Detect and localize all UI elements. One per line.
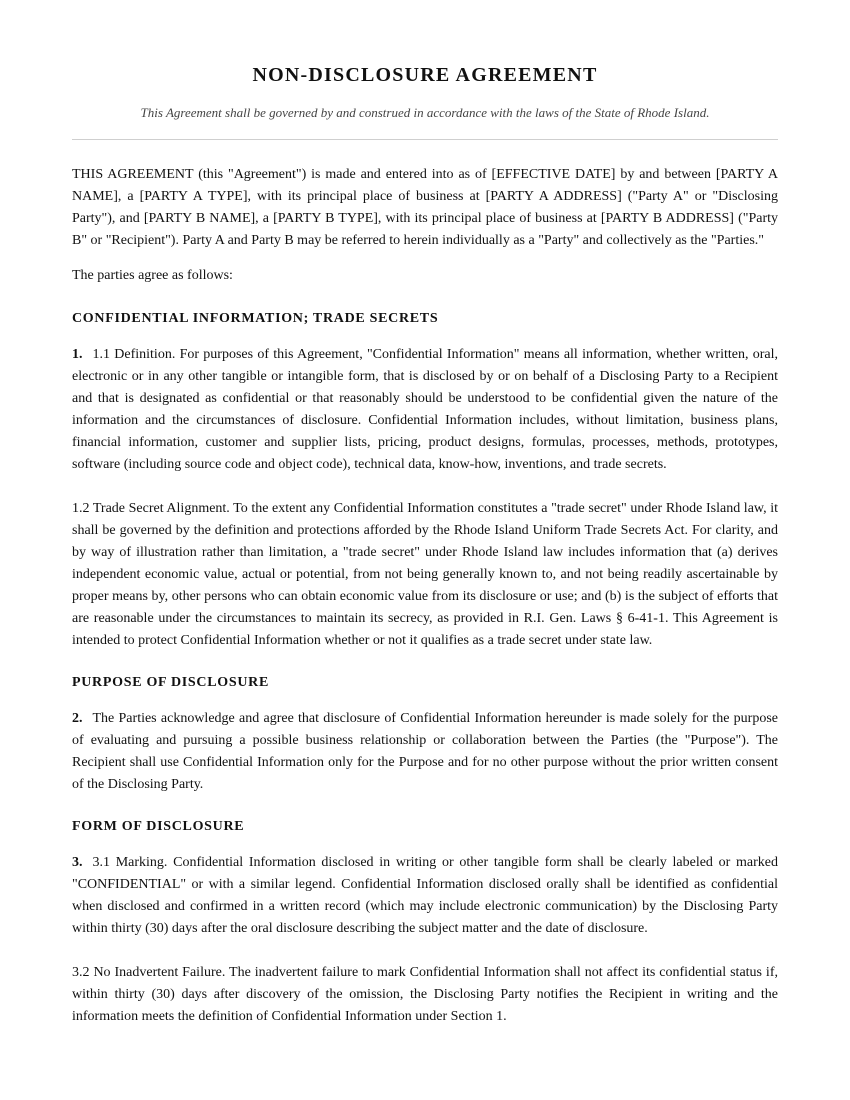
section-heading-confidential-information: CONFIDENTIAL INFORMATION; TRADE SECRETS [72, 311, 439, 326]
section-text: 1.1 Definition. For purposes of this Agreement, "Confidential Information" means all information, whether written, oral, electronic or in any other tangible or intangible form, that is disclosed by or on behalf of a Disclosing Party to a Recipient and that is designated as confidential or that reasonably should be understood to be confidential given the nature of the information and the circumstances of disclosure. Confidential Information includes, without limitation, business plans, financial information, customer and supplier lists, pricing, product designs, formulas, processes, methods, prototypes, software (including source code and object code), technical data, know-how, inventions, and trade secrets. [72, 347, 778, 472]
governing-law-note: This Agreement shall be governed by and construed in accordance with the laws of the State of Rhode Island. [140, 105, 710, 120]
intro-paragraph: THIS AGREEMENT (this "Agreement") is made and entered into as of [EFFECTIVE DATE] by and between [PARTY A NAME], a [PARTY A TYPE], with its principal place of business at [PARTY A ADDRESS] ("Party A" or "Disclosing Party"), and [PARTY B NAME], a [PARTY B TYPE], with its principal place of business at [PARTY B ADDRESS] ("Party B" or "Recipient"). Party A and Party B may be referred to herein individually as a "Party" and collectively as the "Parties." [72, 167, 778, 248]
section-2-paragraph [72, 708, 778, 796]
section-3-paragraph [72, 852, 778, 940]
section-heading-form-of-disclosure: FORM OF DISCLOSURE [72, 819, 245, 834]
section-number: 3. [72, 855, 83, 870]
section-1-paragraph [72, 344, 778, 476]
section-number: 2. [72, 711, 83, 726]
section-text: The Parties acknowledge and agree that disclosure of Confidential Information hereunder is made solely for the purpose of evaluating and pursuing a possible business relationship or collaboration between the Parties (the "Purpose"). The Recipient shall use Confidential Information only for the Purpose and for no other purpose without the prior written consent of the Disclosing Party. [72, 711, 778, 792]
section-heading-purpose: PURPOSE OF DISCLOSURE [72, 675, 269, 690]
agree-line: The parties agree as follows: [72, 268, 233, 283]
section-number: 1. [72, 347, 83, 362]
section-text: 3.1 Marking. Confidential Information disclosed in writing or other tangible form shall be clearly labeled or marked "CONFIDENTIAL" or with a similar legend. Confidential Information disclosed orally shall be identified as confidential when disclosed and confirmed in a written record (which may include electronic communication) by the Disclosing Party within thirty (30) days after the oral disclosure describing the subject matter and the date of disclosure. [72, 855, 778, 936]
document-title: NON-DISCLOSURE AGREEMENT [252, 64, 598, 86]
section-1-2-paragraph: 1.2 Trade Secret Alignment. To the extent any Confidential Information constitutes a "trade secret" under Rhode Island law, it shall be governed by the definition and protections afforded by the Rhode Island Uniform Trade Secrets Act. For clarity, and by way of illustration rather than limitation, a "trade secret" under Rhode Island law includes information that (a) derives independent economic value, actual or potential, from not being generally known to, and not being readily ascertainable by proper means by, other persons who can obtain economic value from its disclosure or use; and (b) is the subject of efforts that are reasonable under the circumstances to maintain its secrecy, as provided in R.I. Gen. Laws § 6-41-1. This Agreement is intended to protect Confidential Information whether or not it qualifies as a trade secret under state law. [72, 501, 778, 648]
title-divider [72, 139, 778, 140]
section-3-2-paragraph: 3.2 No Inadvertent Failure. The inadvertent failure to mark Confidential Information shall not affect its confidential status if, within thirty (30) days after discovery of the omission, the Disclosing Party notifies the Recipient in writing and the information meets the definition of Confidential Information under Section 1. [72, 965, 778, 1024]
